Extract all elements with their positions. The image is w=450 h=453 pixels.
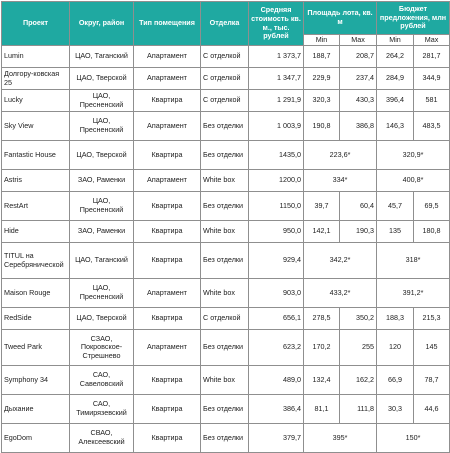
finish-cell: Без отделки xyxy=(201,141,249,170)
price-cell: 929,4 xyxy=(249,243,304,279)
district-cell: ЦАО, Тверской xyxy=(70,68,134,90)
area-max-cell: 60,4 xyxy=(340,192,377,221)
price-cell: 1200,0 xyxy=(249,170,304,192)
district-cell: ЦАО, Пресненский xyxy=(70,112,134,141)
district-cell: ЦАО, Таганский xyxy=(70,46,134,68)
area-max-cell: 386,8 xyxy=(340,112,377,141)
project-cell: Tweed Park xyxy=(2,330,70,366)
table-row xyxy=(2,192,450,221)
area-min-cell: 142,1 xyxy=(304,221,340,243)
project-cell: RedSide xyxy=(2,308,70,330)
district-cell: ЗАО, Раменки xyxy=(70,221,134,243)
price-cell: 489,0 xyxy=(249,366,304,395)
project-cell: Symphony 34 xyxy=(2,366,70,395)
table-row xyxy=(2,279,450,308)
table-row xyxy=(2,68,450,90)
budget-max-cell: 44,6 xyxy=(414,395,450,424)
table-row xyxy=(2,366,450,395)
budget-min-cell: 146,3 xyxy=(377,112,414,141)
finish-cell: Без отделки xyxy=(201,243,249,279)
header-area: Площадь лота, кв. м xyxy=(304,2,377,35)
table-body xyxy=(2,46,450,453)
type-cell: Квартира xyxy=(134,366,201,395)
district-cell: ЦАО, Пресненский xyxy=(70,192,134,221)
price-cell: 386,4 xyxy=(249,395,304,424)
budget-min-cell: 188,3 xyxy=(377,308,414,330)
header-price: Средняя стоимость кв. м., тыс. рублей xyxy=(249,2,304,46)
district-cell: ЦАО, Пресненский xyxy=(70,279,134,308)
finish-cell: Без отделки xyxy=(201,330,249,366)
area-min-cell: 81,1 xyxy=(304,395,340,424)
district-cell: ЗАО, Раменки xyxy=(70,170,134,192)
district-cell: ЦАО, Пресненский xyxy=(70,90,134,112)
price-cell: 379,7 xyxy=(249,424,304,453)
district-cell: САО, Тимирязевский xyxy=(70,395,134,424)
budget-min-cell: 66,9 xyxy=(377,366,414,395)
budget-min-cell: 396,4 xyxy=(377,90,414,112)
area-cell: 334* xyxy=(304,170,377,192)
type-cell: Апартамент xyxy=(134,330,201,366)
area-max-cell: 430,3 xyxy=(340,90,377,112)
header-row xyxy=(2,2,450,35)
type-cell: Квартира xyxy=(134,308,201,330)
project-cell: Maison Rouge xyxy=(2,279,70,308)
header-area-max: Max xyxy=(340,35,377,46)
budget-cell: 320,9* xyxy=(377,141,450,170)
project-cell: Sky View xyxy=(2,112,70,141)
area-max-cell: 162,2 xyxy=(340,366,377,395)
area-min-cell: 132,4 xyxy=(304,366,340,395)
area-cell: 223,6* xyxy=(304,141,377,170)
project-cell: TITUL на Серебрянической xyxy=(2,243,70,279)
area-max-cell: 237,4 xyxy=(340,68,377,90)
price-cell: 1150,0 xyxy=(249,192,304,221)
price-cell: 950,0 xyxy=(249,221,304,243)
price-cell: 1 373,7 xyxy=(249,46,304,68)
price-cell: 903,0 xyxy=(249,279,304,308)
finish-cell: White box xyxy=(201,221,249,243)
type-cell: Квартира xyxy=(134,192,201,221)
type-cell: Квартира xyxy=(134,221,201,243)
price-cell: 1 347,7 xyxy=(249,68,304,90)
price-cell: 1 003,9 xyxy=(249,112,304,141)
budget-min-cell: 120 xyxy=(377,330,414,366)
area-min-cell: 188,7 xyxy=(304,46,340,68)
apartments-table xyxy=(1,1,450,453)
price-cell: 1435,0 xyxy=(249,141,304,170)
project-cell: Lucky xyxy=(2,90,70,112)
table-row xyxy=(2,308,450,330)
budget-max-cell: 69,5 xyxy=(414,192,450,221)
type-cell: Апартамент xyxy=(134,279,201,308)
district-cell: СЗАО, Покровское-Стрешнево xyxy=(70,330,134,366)
budget-min-cell: 45,7 xyxy=(377,192,414,221)
price-cell: 1 291,9 xyxy=(249,90,304,112)
project-cell: Fantastic House xyxy=(2,141,70,170)
budget-max-cell: 215,3 xyxy=(414,308,450,330)
budget-max-cell: 581 xyxy=(414,90,450,112)
table-row xyxy=(2,112,450,141)
area-max-cell: 111,8 xyxy=(340,395,377,424)
area-max-cell: 350,2 xyxy=(340,308,377,330)
area-min-cell: 190,8 xyxy=(304,112,340,141)
project-cell: Astris xyxy=(2,170,70,192)
type-cell: Апартамент xyxy=(134,112,201,141)
project-cell: RestArt xyxy=(2,192,70,221)
table-row xyxy=(2,330,450,366)
project-cell: EgoDom xyxy=(2,424,70,453)
budget-max-cell: 145 xyxy=(414,330,450,366)
budget-cell: 391,2* xyxy=(377,279,450,308)
type-cell: Квартира xyxy=(134,424,201,453)
type-cell: Апартамент xyxy=(134,68,201,90)
area-max-cell: 190,3 xyxy=(340,221,377,243)
header-district: Округ, район xyxy=(70,2,134,46)
area-min-cell: 278,5 xyxy=(304,308,340,330)
table-row xyxy=(2,395,450,424)
finish-cell: С отделкой xyxy=(201,46,249,68)
district-cell: САО, Савеловский xyxy=(70,366,134,395)
type-cell: Апартамент xyxy=(134,46,201,68)
area-min-cell: 320,3 xyxy=(304,90,340,112)
budget-max-cell: 483,5 xyxy=(414,112,450,141)
budget-min-cell: 264,2 xyxy=(377,46,414,68)
finish-cell: С отделкой xyxy=(201,68,249,90)
header-budget: Бюджет предложения, млн рублей xyxy=(377,2,450,35)
header-budget-min: Min xyxy=(377,35,414,46)
budget-max-cell: 78,7 xyxy=(414,366,450,395)
area-max-cell: 255 xyxy=(340,330,377,366)
finish-cell: Без отделки xyxy=(201,192,249,221)
budget-max-cell: 344,9 xyxy=(414,68,450,90)
table-row xyxy=(2,141,450,170)
table-row xyxy=(2,170,450,192)
budget-min-cell: 135 xyxy=(377,221,414,243)
district-cell: ЦАО, Тверской xyxy=(70,308,134,330)
budget-cell: 150* xyxy=(377,424,450,453)
budget-max-cell: 281,7 xyxy=(414,46,450,68)
finish-cell: White box xyxy=(201,170,249,192)
budget-cell: 318* xyxy=(377,243,450,279)
header-type: Тип помещения xyxy=(134,2,201,46)
header-area-min: Min xyxy=(304,35,340,46)
table-row xyxy=(2,243,450,279)
finish-cell: С отделкой xyxy=(201,90,249,112)
header-budget-max: Max xyxy=(414,35,450,46)
area-min-cell: 229,9 xyxy=(304,68,340,90)
type-cell: Апартамент xyxy=(134,170,201,192)
district-cell: ЦАО, Таганский xyxy=(70,243,134,279)
table-row xyxy=(2,424,450,453)
district-cell: СВАО, Алексеевский xyxy=(70,424,134,453)
header-project: Проект xyxy=(2,2,70,46)
project-cell: Lumin xyxy=(2,46,70,68)
budget-min-cell: 284,9 xyxy=(377,68,414,90)
district-cell: ЦАО, Тверской xyxy=(70,141,134,170)
area-cell: 395* xyxy=(304,424,377,453)
price-cell: 656,1 xyxy=(249,308,304,330)
area-min-cell: 39,7 xyxy=(304,192,340,221)
table-row xyxy=(2,221,450,243)
finish-cell: White box xyxy=(201,279,249,308)
budget-min-cell: 30,3 xyxy=(377,395,414,424)
table-row xyxy=(2,90,450,112)
project-cell: Hide xyxy=(2,221,70,243)
table-container xyxy=(1,1,449,453)
finish-cell: Без отделки xyxy=(201,395,249,424)
header-finish: Отделка xyxy=(201,2,249,46)
type-cell: Квартира xyxy=(134,141,201,170)
finish-cell: С отделкой xyxy=(201,308,249,330)
type-cell: Квартира xyxy=(134,243,201,279)
area-max-cell: 208,7 xyxy=(340,46,377,68)
area-cell: 433,2* xyxy=(304,279,377,308)
type-cell: Квартира xyxy=(134,90,201,112)
budget-cell: 400,8* xyxy=(377,170,450,192)
finish-cell: White box xyxy=(201,366,249,395)
budget-max-cell: 180,8 xyxy=(414,221,450,243)
area-cell: 342,2* xyxy=(304,243,377,279)
finish-cell: Без отделки xyxy=(201,424,249,453)
project-cell: Долгору-ковская 25 xyxy=(2,68,70,90)
area-min-cell: 170,2 xyxy=(304,330,340,366)
table-row xyxy=(2,46,450,68)
project-cell: Дыхание xyxy=(2,395,70,424)
finish-cell: Без отделки xyxy=(201,112,249,141)
type-cell: Квартира xyxy=(134,395,201,424)
price-cell: 623,2 xyxy=(249,330,304,366)
